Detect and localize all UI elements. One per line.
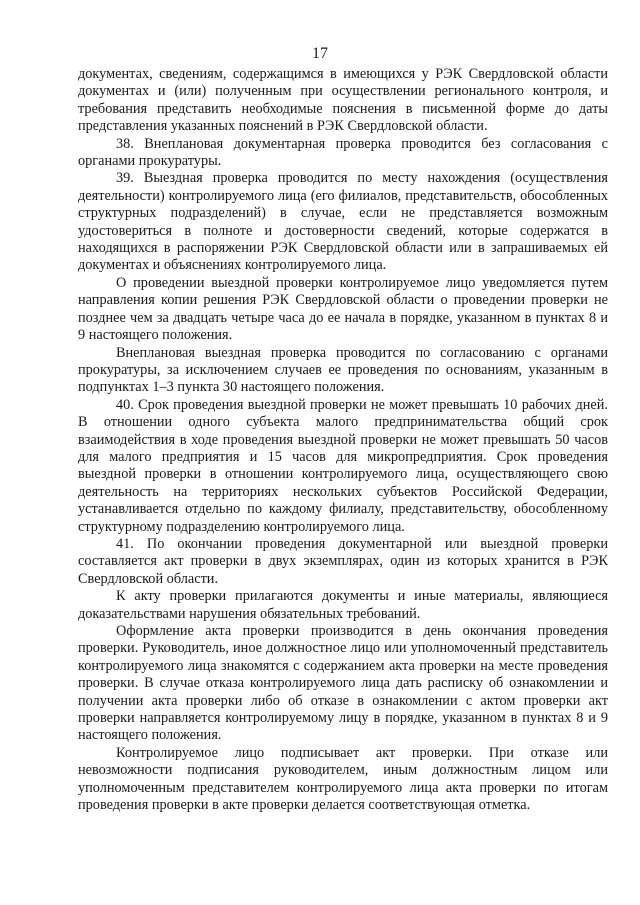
paragraph-attachments: К акту проверки прилагаются документы и иные материалы, являющиеся доказательствами нарушения обязательных требований. (78, 588, 608, 622)
paragraph-act-preparation: Оформление акта проверки производится в день окончания проведения проверки. Руководитель, иное должностное лицо или уполномоченный представитель контролируемого лица знакомятся с содержанием акта проверки на месте проведения проверки. В случае отказа контролируемого лица дать расписку об ознакомлении и получении акта проверки либо об отказе в ознакомлении с актом проверки акт проверки направляется контролируемому лицу в порядке, указанном в пунктах 8 и 9 настоящего положения. (78, 623, 608, 744)
page-number: 17 (312, 45, 328, 62)
document-body (78, 66, 608, 814)
paragraph-item-40: 40. Срок проведения выездной проверки не может превышать 10 рабочих дней. В отношении одного субъекта малого предпринимательства общий срок взаимодействия в ходе проведения выездной проверки не может превышать 50 часов для малого предприятия и 15 часов для микропредприятия. Срок проведения выездной проверки в отношении контролируемого лица, осуществляющего свою деятельность на территориях нескольких субъектов Российской Федерации, устанавливается отдельно по каждому филиалу, представительству, обособленному структурному подразделению контролируемого лица. (78, 396, 608, 535)
paragraph-notification: О проведении выездной проверки контролируемое лицо уведомляется путем направления копии решения РЭК Свердловской области о проведении проверки не позднее чем за двадцать четыре часа до ее начала в порядке, указанном в пунктах 8 и 9 настоящего положения. (78, 274, 608, 344)
paragraph-continuation: документах, сведениям, содержащимся в имеющихся у РЭК Свердловской области документах и (или) полученным при осуществлении регионального контроля, и требования представить необходимые пояснения в письменной форме до даты представления указанных пояснений в РЭК Свердловской области. (78, 66, 608, 135)
paragraph-item-41: 41. По окончании проведения документарной или выездной проверки составляется акт проверки в двух экземплярах, один из которых хранится в РЭК Свердловской области. (78, 535, 608, 587)
paragraph-item-38: 38. Внеплановая документарная проверка проводится без согласования с органами прокуратуры. (78, 135, 608, 170)
paragraph-item-39: 39. Выездная проверка проводится по месту нахождения (осуществления деятельности) контролируемого лица (его филиалов, представительств, обособленных структурных подразделений) в случае, если не представляется возможным удостовериться в полноте и достоверности сведений, которые содержатся в находящихся в распоряжении РЭК Свердловской области или в запрашиваемых ей документах и объяснениях контролируемого лица. (78, 170, 608, 274)
paragraph-act-signing: Контролируемое лицо подписывает акт проверки. При отказе или невозможности подписания руководителем, иным должностным лицом или уполномоченным представителем контролируемого лица акта проверки по итогам проведения проверки в акте проверки делается соответствующая отметка. (78, 744, 608, 814)
paragraph-unscheduled-inspection: Внеплановая выездная проверка проводится по согласованию с органами прокуратуры, за исключением случаев ее проведения по основаниям, указанным в подпунктах 1–3 пункта 30 настоящего положения. (78, 344, 608, 396)
